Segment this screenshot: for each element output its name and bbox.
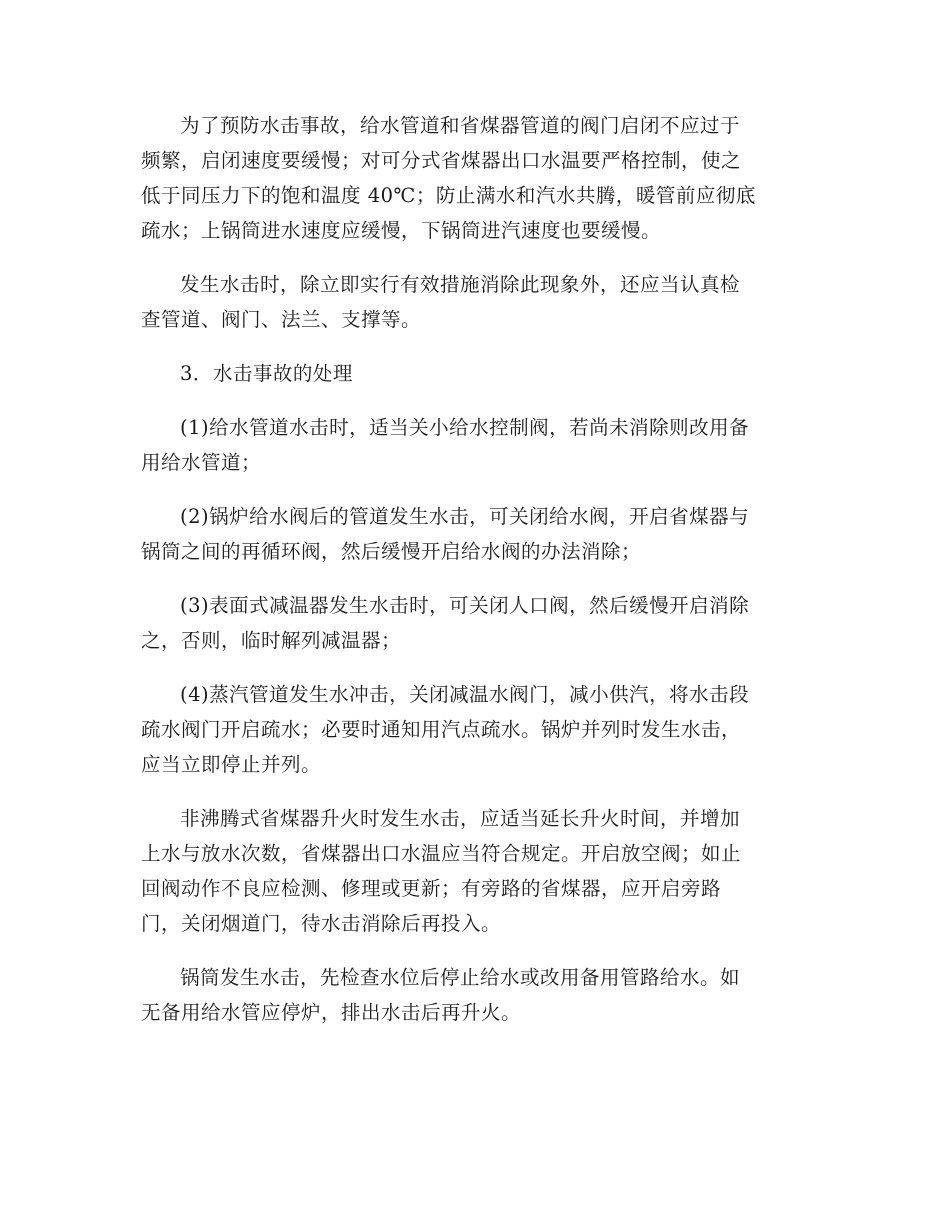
text-line: 频繁，启闭速度要缓慢；对可分式省煤器出口水温要严格控制，使之	[141, 149, 742, 172]
text-line: 之，否则，临时解列减温器；	[141, 629, 402, 652]
text-line: 查管道、阀门、法兰、支撑等。	[141, 308, 422, 331]
list-item-3	[141, 588, 809, 658]
section-heading-handling	[141, 356, 809, 391]
list-item-1	[141, 410, 809, 480]
heading-text: 3．水击事故的处理	[180, 362, 353, 385]
paragraph-inspection-after-hammer	[141, 267, 809, 337]
document-page	[141, 108, 809, 1049]
text-line: 回阀动作不良应检测、修理或更新；有旁路的省煤器，应开启旁路	[141, 877, 722, 900]
text-line: (2)锅炉给水阀后的管道发生水击，可关闭给水阀，开启省煤器与	[180, 505, 750, 528]
text-line: 锅筒发生水击，先检查水位后停止给水或改用备用管路给水。如	[180, 966, 741, 989]
text-line: 应当立即停止并列。	[141, 753, 322, 776]
text-line: (4)蒸汽管道发生水冲击，关闭减温水阀门，减小供汽，将水击段	[180, 683, 750, 706]
paragraph-water-hammer-prevention	[141, 108, 809, 248]
list-item-2	[141, 499, 809, 569]
text-line: 上水与放水次数，省煤器出口水温应当符合规定。开启放空阀；如止	[141, 842, 742, 865]
list-item-4	[141, 677, 809, 782]
text-line: 无备用给水管应停炉，排出水击后再升火。	[141, 1001, 522, 1024]
text-line: 非沸腾式省煤器升火时发生水击，应适当延长升火时间，并增加	[180, 807, 741, 830]
text-line: 低于同压力下的饱和温度 40℃；防止满水和汽水共腾，暖管前应彻底	[141, 184, 756, 207]
text-line: 门，关闭烟道门，待水击消除后再投入。	[141, 912, 502, 935]
text-line: (1)给水管道水击时，适当关小给水控制阀，若尚未消除则改用备	[180, 416, 750, 439]
text-line: 用给水管道；	[141, 451, 262, 474]
text-line: 为了预防水击事故，给水管道和省煤器管道的阀门启闭不应过于	[180, 114, 741, 137]
text-line: 疏水阀门开启疏水；必要时通知用汽点疏水。锅炉并列时发生水击，	[141, 718, 742, 741]
text-line: 发生水击时，除立即实行有效措施消除此现象外，还应当认真检	[180, 273, 741, 296]
paragraph-drum-hammer	[141, 960, 809, 1030]
text-line: 疏水；上锅筒进水速度应缓慢，下锅筒进汽速度也要缓慢。	[141, 219, 662, 242]
text-line: 锅筒之间的再循环阀，然后缓慢开启给水阀的办法消除；	[141, 540, 642, 563]
paragraph-economizer-hammer	[141, 801, 809, 941]
text-line: (3)表面式减温器发生水击时，可关闭人口阀，然后缓慢开启消除	[180, 594, 750, 617]
